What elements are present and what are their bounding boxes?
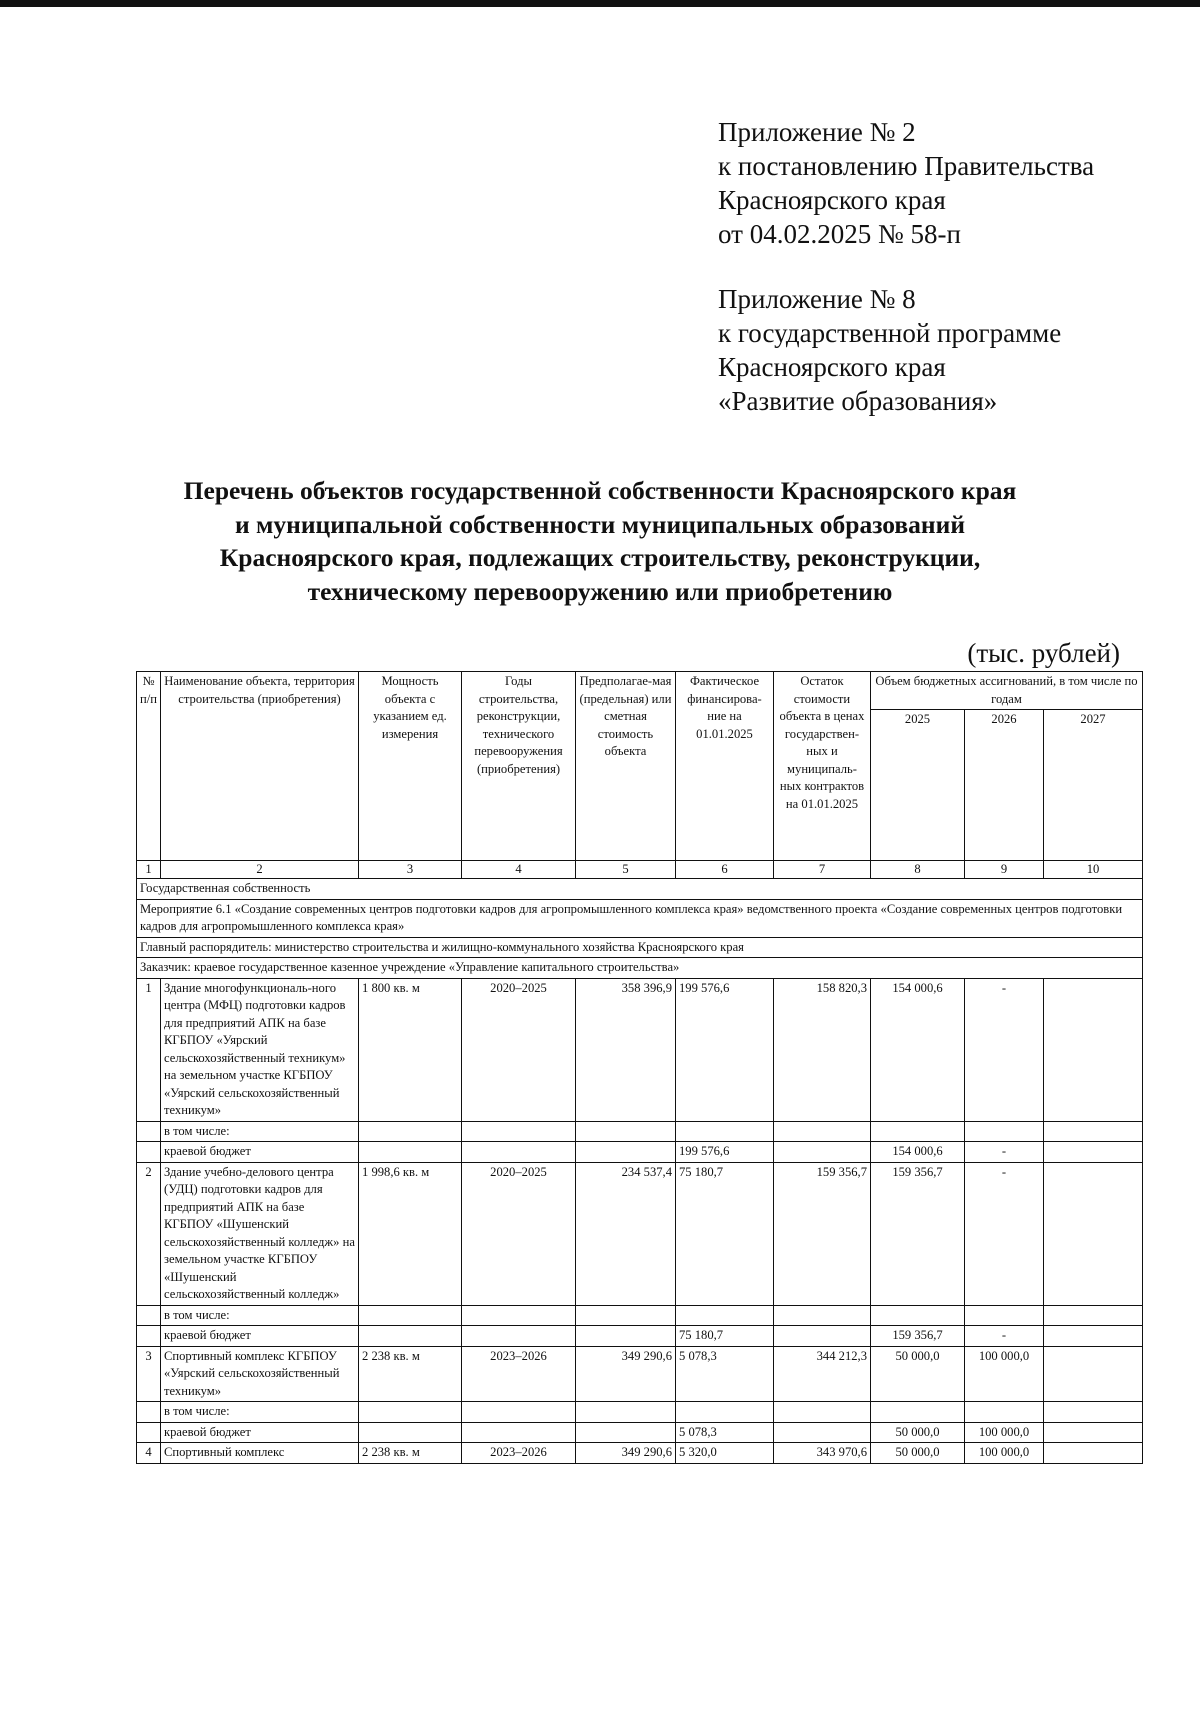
including-empty [871,1121,965,1142]
object-remaining: 344 212,3 [774,1346,871,1402]
including-empty [871,1305,965,1326]
column-number-row [137,861,1143,879]
document-title [80,474,1120,608]
section-row [137,879,1143,900]
including-empty [576,1121,676,1142]
regional-budget-row [137,1326,1143,1347]
header-name: Наименование объекта, территория строительства (приобретения) [161,672,359,861]
including-num [137,1402,161,1423]
regional-remaining [774,1142,871,1163]
regional-2027 [1044,1142,1143,1163]
including-empty [965,1402,1044,1423]
column-number: 1 [137,861,161,879]
including-empty [774,1305,871,1326]
including-label: в том числе: [161,1402,359,1423]
appendix-main-line4: от 04.02.2025 № 58-п [718,219,961,249]
object-row-partial [137,1443,1143,1464]
object-y2026: - [965,1162,1044,1305]
manager-row [137,937,1143,958]
regional-num [137,1326,161,1347]
including-row [137,1402,1143,1423]
regional-estimated [576,1142,676,1163]
including-empty [576,1305,676,1326]
including-empty [871,1402,965,1423]
including-num [137,1305,161,1326]
regional-2025: 159 356,7 [871,1326,965,1347]
object-years: 2020–2025 [462,1162,576,1305]
object-y2026: - [965,978,1044,1121]
object-years: 2023–2026 [462,1346,576,1402]
object-name: Спортивный комплекс КГБПОУ «Уярский сельскохозяйственный техникум» [161,1346,359,1402]
object-row [137,978,1143,1121]
header-years: Годы строительства, реконструкции, технического перевооружения (приобретения) [462,672,576,861]
title-line2: и муниципальной собственности муниципальных образований [234,509,966,539]
including-num [137,1121,161,1142]
object-years: 2020–2025 [462,978,576,1121]
object-num: 4 [137,1443,161,1464]
including-empty [1044,1402,1143,1423]
including-empty [676,1121,774,1142]
regional-actual: 199 576,6 [676,1142,774,1163]
appendix-main-line2: к постановлению Правительства [718,151,1095,181]
regional-years [462,1422,576,1443]
object-years: 2023–2026 [462,1443,576,1464]
column-number: 3 [359,861,462,879]
regional-2026: - [965,1326,1044,1347]
including-empty [462,1121,576,1142]
appendix-program-header [718,282,1061,418]
regional-budget-row [137,1142,1143,1163]
scan-top-border [0,0,1200,7]
appendix-main-header [718,115,1094,251]
object-actual: 5 320,0 [676,1443,774,1464]
object-num: 2 [137,1162,161,1305]
object-estimated: 349 290,6 [576,1443,676,1464]
object-num: 3 [137,1346,161,1402]
object-capacity: 2 238 кв. м [359,1346,462,1402]
header-2026: 2026 [965,710,1044,861]
header-num: № п/п [137,672,161,861]
object-actual: 199 576,6 [676,978,774,1121]
regional-years [462,1326,576,1347]
including-empty [676,1402,774,1423]
header-remaining: Остаток стоимости объекта в ценах государствен-ных и муниципаль-ных контрактов на 01.01.2025 [774,672,871,861]
section-state: Государственная собственность [137,879,1143,900]
including-label: в том числе: [161,1305,359,1326]
regional-2027 [1044,1326,1143,1347]
appendix-program-line3: Красноярского края [718,352,946,382]
regional-budget-row [137,1422,1143,1443]
regional-remaining [774,1422,871,1443]
object-y2026: 100 000,0 [965,1443,1044,1464]
object-capacity: 1 800 кв. м [359,978,462,1121]
including-row [137,1305,1143,1326]
appendix-program-line2: к государственной программе [718,318,1062,348]
appendix-program-line4: «Развитие образования» [718,386,998,416]
object-y2025: 50 000,0 [871,1443,965,1464]
header-actual: Фактическое финансирова-ние на 01.01.2025 [676,672,774,861]
object-row [137,1162,1143,1305]
object-capacity: 2 238 кв. м [359,1443,462,1464]
measure-description: Мероприятие 6.1 «Создание современных центров подготовки кадров для агропромышленного комплекса края» ведомственного проекта «Создание современных центров подготовки кадров для агропромышленного комплекса края» [137,899,1143,937]
object-estimated: 234 537,4 [576,1162,676,1305]
including-row [137,1121,1143,1142]
object-num: 1 [137,978,161,1121]
appendix-main-line3: Красноярского края [718,185,946,215]
regional-estimated [576,1422,676,1443]
title-line4: техническому перевооружению или приобретению [307,576,893,606]
chief-manager: Главный распорядитель: министерство строительства и жилищно-коммунального хозяйства Красноярского края [137,937,1143,958]
header-capacity: Мощность объекта с указанием ед. измерения [359,672,462,861]
including-empty [1044,1121,1143,1142]
regional-capacity [359,1142,462,1163]
including-empty [774,1402,871,1423]
measure-row [137,899,1143,937]
regional-label: краевой бюджет [161,1422,359,1443]
object-y2027 [1044,1162,1143,1305]
regional-num [137,1422,161,1443]
column-number: 7 [774,861,871,879]
including-empty [965,1121,1044,1142]
object-remaining: 159 356,7 [774,1162,871,1305]
regional-2025: 50 000,0 [871,1422,965,1443]
title-line1: Перечень объектов государственной собственности Красноярского края [183,476,1017,505]
regional-estimated [576,1326,676,1347]
including-empty [359,1121,462,1142]
regional-remaining [774,1326,871,1347]
customer-row [137,958,1143,979]
objects-table [136,671,1143,1464]
regional-2027 [1044,1422,1143,1443]
regional-label: краевой бюджет [161,1326,359,1347]
including-empty [774,1121,871,1142]
header-2025: 2025 [871,710,965,861]
regional-actual: 5 078,3 [676,1422,774,1443]
regional-label: краевой бюджет [161,1142,359,1163]
header-budget: Объем бюджетных ассигнований, в том числе по годам [871,672,1143,710]
appendix-program-line1: Приложение № 8 [718,284,916,314]
column-number: 9 [965,861,1044,879]
regional-capacity [359,1422,462,1443]
object-y2025: 154 000,6 [871,978,965,1121]
object-name: Здание учебно-делового центра (УДЦ) подготовки кадров для предприятий АПК на базе КГБПОУ «Шушенский сельскохозяйственный колледж» на земельном участке КГБПОУ «Шушенский сельскохозяйственный колледж» [161,1162,359,1305]
object-name: Спортивный комплекс [161,1443,359,1464]
object-estimated: 349 290,6 [576,1346,676,1402]
object-y2027 [1044,1443,1143,1464]
regional-num [137,1142,161,1163]
object-row [137,1346,1143,1402]
object-y2026: 100 000,0 [965,1346,1044,1402]
including-empty [1044,1305,1143,1326]
title-line3: Красноярского края, подлежащих строительству, реконструкции, [219,543,981,572]
units-label: (тыс. рублей) [967,638,1120,668]
regional-2026: - [965,1142,1044,1163]
regional-2025: 154 000,6 [871,1142,965,1163]
object-y2027 [1044,1346,1143,1402]
including-empty [965,1305,1044,1326]
column-number: 4 [462,861,576,879]
object-y2025: 159 356,7 [871,1162,965,1305]
object-y2025: 50 000,0 [871,1346,965,1402]
object-capacity: 1 998,6 кв. м [359,1162,462,1305]
regional-actual: 75 180,7 [676,1326,774,1347]
object-name: Здание многофункциональ-ного центра (МФЦ) подготовки кадров для предприятий АПК на базе КГБПОУ «Уярский сельскохозяйственный техникум» на земельном участке КГБПОУ «Уярский сельскохозяйственный техникум» [161,978,359,1121]
column-number: 6 [676,861,774,879]
including-empty [462,1402,576,1423]
including-empty [676,1305,774,1326]
header-estimated: Предполагае-мая (предельная) или сметная стоимость объекта [576,672,676,861]
column-number: 8 [871,861,965,879]
column-number: 10 [1044,861,1143,879]
column-number: 5 [576,861,676,879]
header-2027: 2027 [1044,710,1143,861]
including-empty [359,1402,462,1423]
object-estimated: 358 396,9 [576,978,676,1121]
object-remaining: 158 820,3 [774,978,871,1121]
object-actual: 5 078,3 [676,1346,774,1402]
regional-capacity [359,1326,462,1347]
appendix-main-line1: Приложение № 2 [718,117,916,147]
column-number: 2 [161,861,359,879]
regional-2026: 100 000,0 [965,1422,1044,1443]
object-actual: 75 180,7 [676,1162,774,1305]
including-label: в том числе: [161,1121,359,1142]
regional-years [462,1142,576,1163]
including-empty [576,1402,676,1423]
object-remaining: 343 970,6 [774,1443,871,1464]
including-empty [462,1305,576,1326]
customer: Заказчик: краевое государственное казенное учреждение «Управление капитального строительства» [137,958,1143,979]
object-y2027 [1044,978,1143,1121]
including-empty [359,1305,462,1326]
